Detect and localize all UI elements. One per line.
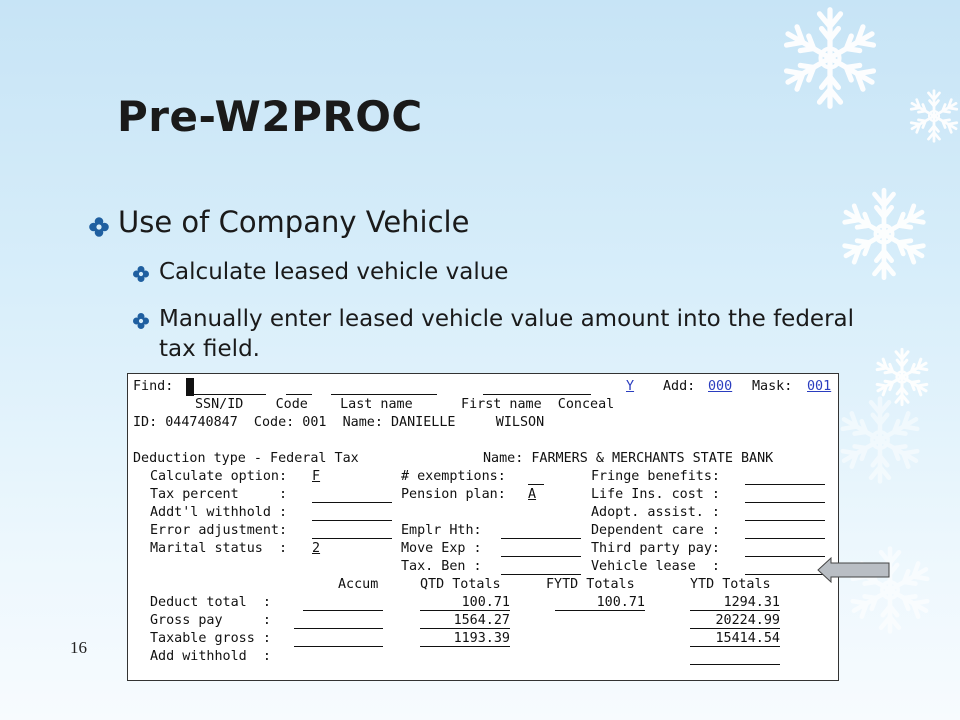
adopt-field[interactable] bbox=[745, 520, 825, 521]
sub-bullet bbox=[132, 304, 888, 364]
find-label: Find: bbox=[133, 379, 174, 394]
fringe-field[interactable] bbox=[745, 484, 825, 485]
error-adj-field[interactable] bbox=[312, 538, 392, 539]
gross-qtd: 1564.27 bbox=[453, 613, 510, 628]
find-field-4[interactable] bbox=[483, 394, 591, 395]
fringe-label: Fringe benefits: bbox=[591, 469, 720, 484]
bullet-list bbox=[88, 205, 888, 364]
add-label: Add: bbox=[663, 379, 696, 394]
col-accum: Accum bbox=[338, 577, 379, 592]
deduction-type: Deduction type - Federal Tax bbox=[133, 451, 359, 466]
mask-value[interactable]: 001 bbox=[807, 379, 832, 394]
col-qtd: QTD Totals bbox=[420, 577, 501, 592]
deduct-accum-field[interactable] bbox=[303, 610, 383, 611]
column-header: SSN/ID Code Last name First name Conceal bbox=[195, 397, 615, 412]
page-number: 16 bbox=[70, 638, 87, 657]
deduct-ytd: 1294.31 bbox=[723, 595, 780, 610]
third-party-label: Third party pay: bbox=[591, 541, 720, 556]
taxable-ytd: 15414.54 bbox=[715, 631, 780, 646]
find-field-1[interactable] bbox=[186, 394, 266, 395]
pension-field[interactable]: A bbox=[528, 487, 537, 502]
pension-label: Pension plan: bbox=[401, 487, 506, 502]
row-deduct-label: Deduct total : bbox=[150, 595, 271, 610]
row-addwh-label: Add withhold : bbox=[150, 649, 271, 664]
emplr-hth-label: Emplr Hth: bbox=[401, 523, 482, 538]
adopt-label: Adopt. assist. : bbox=[591, 505, 720, 520]
col-ytd: YTD Totals bbox=[690, 577, 771, 592]
third-party-field[interactable] bbox=[745, 556, 825, 557]
employee-id-line: ID: 044740847 Code: 001 Name: DANIELLE WILSON bbox=[133, 415, 545, 430]
row-gross-label: Gross pay : bbox=[150, 613, 271, 628]
taxable-qtd: 1193.39 bbox=[453, 631, 510, 646]
deduct-qtd: 100.71 bbox=[461, 595, 510, 610]
bank-name: Name: FARMERS & MERCHANTS STATE BANK bbox=[483, 451, 774, 466]
find-flag[interactable]: Y bbox=[626, 379, 635, 394]
bullet-flower-icon bbox=[132, 308, 150, 338]
life-ins-label: Life Ins. cost : bbox=[591, 487, 720, 502]
find-field-3[interactable] bbox=[331, 394, 437, 395]
bullet-main-text: Use of Company Vehicle bbox=[118, 205, 470, 239]
vehicle-lease-label: Vehicle lease : bbox=[591, 559, 720, 574]
add-value[interactable]: 000 bbox=[708, 379, 733, 394]
bullet-main bbox=[88, 205, 888, 247]
sub-bullet-text: Calculate leased vehicle value bbox=[159, 259, 509, 285]
mask-label: Mask: bbox=[752, 379, 793, 394]
gross-accum-field[interactable] bbox=[294, 628, 383, 629]
bullet-flower-icon bbox=[88, 211, 110, 245]
error-adj-label: Error adjustment: bbox=[150, 523, 288, 538]
vehicle-lease-field[interactable] bbox=[745, 574, 825, 575]
left-arrow-icon bbox=[817, 557, 891, 583]
snowflake-icon bbox=[787, 10, 874, 107]
bullet-flower-icon bbox=[132, 261, 150, 291]
snowflake-icon bbox=[911, 91, 957, 142]
find-field-2[interactable] bbox=[286, 394, 312, 395]
dependent-label: Dependent care : bbox=[591, 523, 720, 538]
deduct-fytd: 100.71 bbox=[596, 595, 645, 610]
addwh-ytd-line bbox=[690, 664, 780, 665]
marital-label: Marital status : bbox=[150, 541, 288, 556]
addtl-withhold-label: Addt'l withhold : bbox=[150, 505, 288, 520]
exemptions-field[interactable] bbox=[528, 484, 544, 485]
terminal-screen bbox=[127, 373, 839, 681]
taxable-accum-field[interactable] bbox=[294, 646, 383, 647]
tax-ben-field[interactable] bbox=[501, 574, 581, 575]
slide-title: Pre-W2PROC bbox=[117, 92, 423, 141]
marital-field[interactable]: 2 bbox=[312, 541, 321, 556]
gross-ytd: 20224.99 bbox=[715, 613, 780, 628]
tax-percent-field[interactable] bbox=[312, 502, 392, 503]
row-taxable-label: Taxable gross : bbox=[150, 631, 271, 646]
move-exp-label: Move Exp : bbox=[401, 541, 482, 556]
col-fytd: FYTD Totals bbox=[546, 577, 635, 592]
addtl-withhold-field[interactable] bbox=[312, 520, 392, 521]
exemptions-label: # exemptions: bbox=[401, 469, 506, 484]
move-exp-field[interactable] bbox=[501, 556, 581, 557]
emplr-hth-field[interactable] bbox=[501, 538, 581, 539]
calc-option-label: Calculate option: bbox=[150, 469, 288, 484]
sub-bullet bbox=[132, 257, 888, 287]
life-ins-field[interactable] bbox=[745, 502, 825, 503]
dependent-field[interactable] bbox=[745, 538, 825, 539]
tax-ben-label: Tax. Ben : bbox=[401, 559, 482, 574]
sub-bullet-text: Manually enter leased vehicle value amount into the federal tax field. bbox=[159, 306, 855, 362]
calc-option-field[interactable]: F bbox=[312, 469, 321, 484]
tax-percent-label: Tax percent : bbox=[150, 487, 288, 502]
snowflake-icon bbox=[843, 399, 917, 482]
